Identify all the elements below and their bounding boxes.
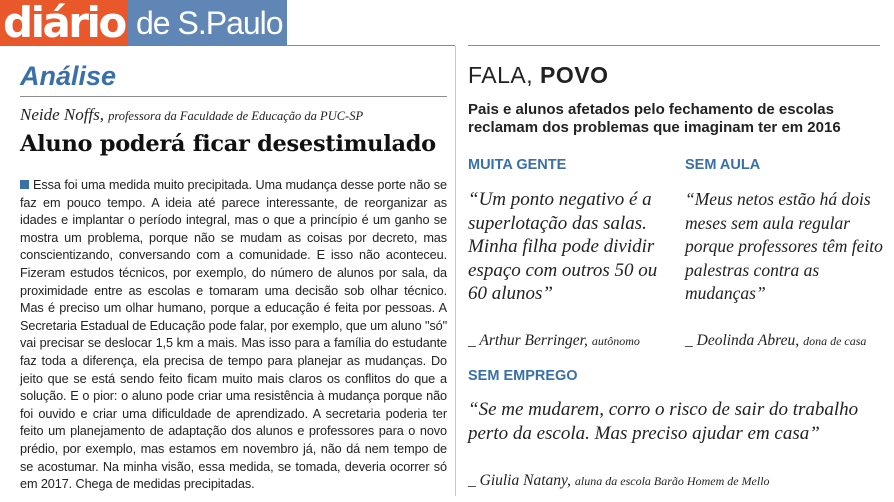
masthead-rule-right (468, 45, 880, 46)
logo-part-diario: diário (0, 0, 128, 46)
quote-muita-gente: “Um ponto negativo é a superlotação das salas. Minha filha pode dividir espaço com outros 50 ou 60 alunos” (468, 189, 658, 304)
attribution-sem-emprego (468, 472, 770, 490)
person-name: _ Giulia Natany, (468, 472, 571, 489)
section-label-analise: Análise (20, 61, 117, 91)
article-body-text: Essa foi uma medida muito precipitada. Uma mudança desse porte não se faz em pouco tempo. A ideia até parece interessante, de reorganizar as idades e implantar o período integral, mas o que a princípio é um ganho se mostra um problema, porque não se mudam as coisas por decreto, mas conscientizando, conversando com a comunidade. E isso não aconteceu. Fizeram estudos técnicos, por exemplo, do número de alunos por sala, da proximidade entre as escolas e tomaram uma decisão sob olhar técnico. Mas é preciso um olhar humano, porque a educação é feita por pessoas. A Secretaria Estadual de Educação pode falar, por exemplo, que um aluno "só" vai precisar se deslocar 1,5 km a mais. Mas isso para a família do estudante faz toda a diferença, ela precisa de tempo para planejar as mudanças. Do jeito que se está sendo feito ficam muito mais claros os conflitos do que a solução. E o pior: o aluno pode criar uma resistência à mudança porque não foi ouvido e criar uma dificuldade de aprendizado. A secretaria poderia ter feito um planejamento de adaptação dos alunos e professores para o novo prédio, por exemplo, mas estamos em novembro já, não dá nem tempo de se acostumar. Na minha visão, essa medida, se tomada, deveria ocorrer só em 2017. Chega de medidas precipitadas. (20, 178, 447, 492)
quote-sem-aula: “Meus netos estão há dois meses sem aula regular porque professores têm feito palestras contra as mudanças” (685, 189, 883, 303)
person-name: _ Arthur Berringer, (468, 332, 588, 349)
section-title-light: FALA, (468, 62, 534, 88)
analise-rule (20, 96, 447, 97)
person-name: _ Deolinda Abreu, (685, 332, 800, 349)
tag-sem-emprego: SEM EMPREGO (468, 368, 578, 384)
masthead-rule-left (287, 45, 455, 46)
fala-povo-subhead: Pais e alunos afetados pelo fechamento de escolas reclamam dos problemas que imaginam ter em 2016 (468, 101, 841, 136)
author-name: Neide Noffs, (20, 105, 105, 124)
tag-muita-gente: MUITA GENTE (468, 157, 567, 173)
column-divider (455, 46, 456, 496)
logo-part-sao-paulo: de S.Paulo (128, 0, 287, 46)
tag-sem-aula: SEM AULA (685, 157, 761, 173)
byline (20, 105, 363, 125)
lead-square-icon (20, 180, 29, 189)
attribution-muita-gente (468, 332, 640, 350)
article-body (20, 177, 447, 494)
article-headline: Aluno poderá ficar desestimulado (20, 131, 436, 157)
person-description: aluna da escola Barão Homem de Mello (574, 474, 770, 488)
section-title-bold: POVO (540, 62, 609, 88)
person-description: dona de casa (803, 334, 867, 348)
newspaper-logo (0, 0, 287, 46)
section-title-fala-povo (468, 62, 609, 89)
attribution-sem-aula (685, 332, 866, 350)
quote-sem-emprego: “Se me mudarem, corro o risco de sair do trabalho perto da escola. Mas preciso ajudar em casa” (468, 399, 859, 444)
person-description: autônomo (591, 334, 640, 348)
author-role: professora da Faculdade de Educação da PUC-SP (108, 109, 364, 123)
